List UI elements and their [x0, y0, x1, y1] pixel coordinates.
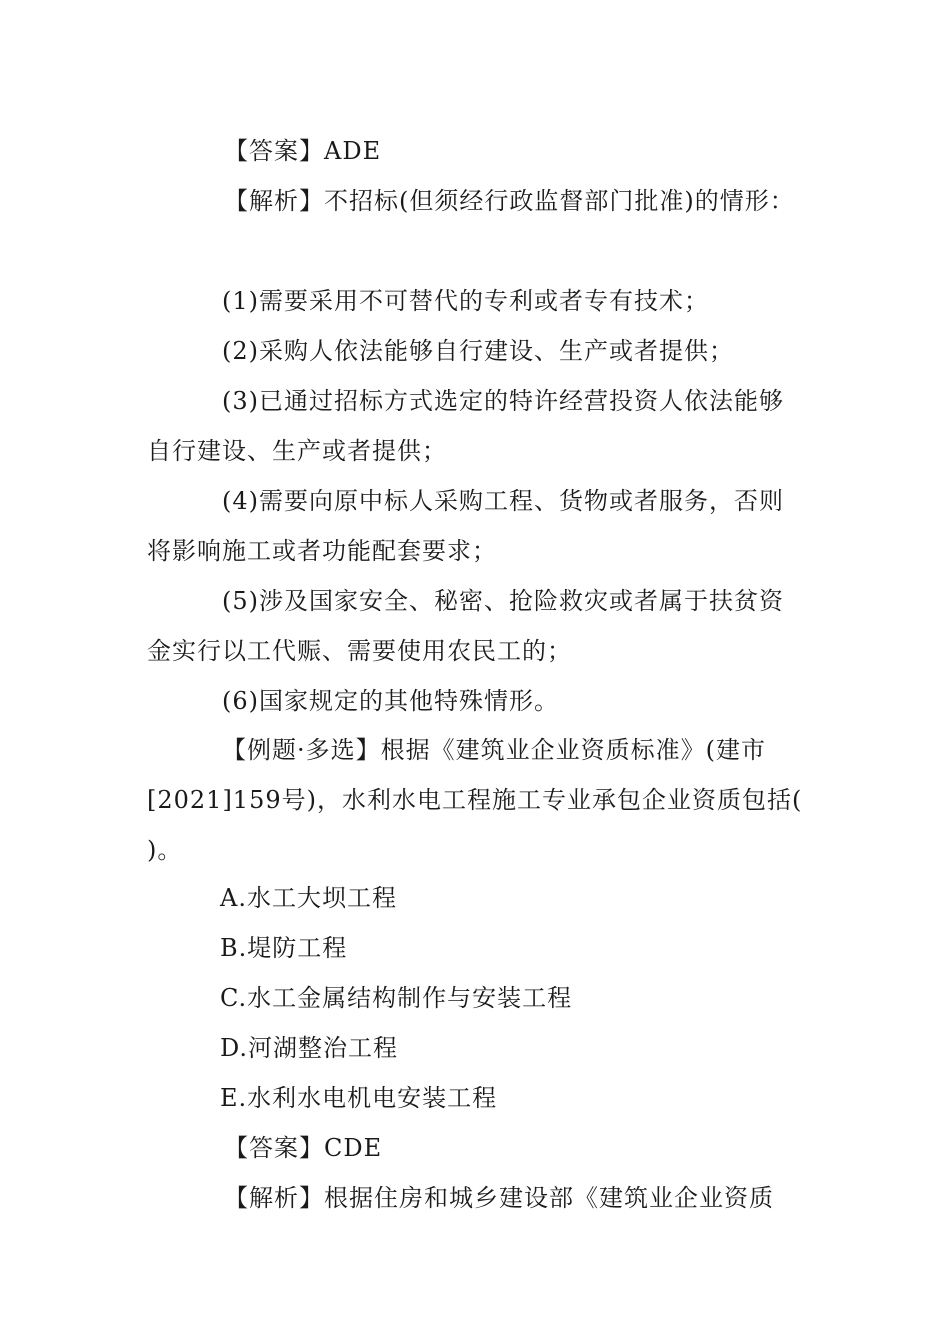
analysis-heading: 【解析】根据住房和城乡建设部《建筑业企业资质 — [224, 1184, 774, 1212]
list-item: (5)涉及国家安全、秘密、抢险救灾或者属于扶贫资 — [222, 587, 784, 615]
option-e: E.水利水电机电安装工程 — [220, 1084, 498, 1112]
option-a: A.水工大坝工程 — [220, 884, 397, 912]
example-question-cont: )。 — [147, 836, 183, 864]
list-item: (3)已通过招标方式选定的特许经营投资人依法能够 — [222, 387, 784, 415]
example-question-cont: [2021]159号)，水利水电工程施工专业承包企业资质包括( — [147, 786, 803, 814]
list-item: (2)采购人依法能够自行建设、生产或者提供； — [222, 337, 734, 365]
list-item: (1)需要采用不可替代的专利或者专有技术； — [222, 287, 709, 315]
example-question: 【例题·多选】根据《建筑业企业资质标准》(建市 — [222, 736, 766, 764]
list-item-continuation: 金实行以工代赈、需要使用农民工的； — [147, 637, 572, 665]
list-item-continuation: 将影响施工或者功能配套要求； — [147, 537, 497, 565]
analysis-heading: 【解析】不招标(但须经行政监督部门批准)的情形： — [224, 187, 795, 215]
list-item: (6)国家规定的其他特殊情形。 — [222, 687, 559, 715]
list-item-continuation: 自行建设、生产或者提供； — [147, 437, 447, 465]
option-b: B.堤防工程 — [220, 934, 348, 962]
answer-line: 【答案】ADE — [224, 137, 382, 165]
option-d: D.河湖整治工程 — [220, 1034, 399, 1062]
answer-line: 【答案】CDE — [224, 1134, 383, 1162]
list-item: (4)需要向原中标人采购工程、货物或者服务，否则 — [222, 487, 784, 515]
option-c: C.水工金属结构制作与安装工程 — [220, 984, 573, 1012]
